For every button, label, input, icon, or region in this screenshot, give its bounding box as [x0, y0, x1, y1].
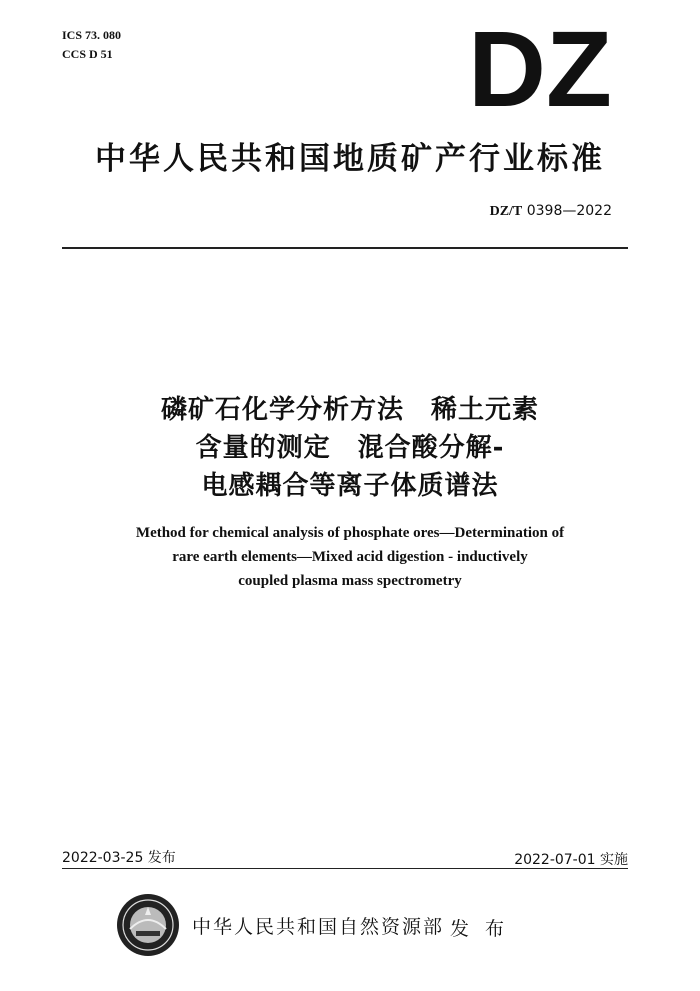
- ministry-emblem-icon: [116, 893, 180, 957]
- ccs-code: CCS D 51: [62, 47, 113, 61]
- implementation-date: 2022-07-01 实施: [514, 852, 628, 868]
- title-en-line-1: Method for chemical analysis of phosphate ores—Determination of: [135, 525, 565, 541]
- issue-date: 2022-03-25 发布: [62, 850, 176, 866]
- footer-divider: [62, 868, 628, 869]
- issuing-authority: 中华人民共和国自然资源部: [192, 916, 445, 938]
- standard-number: [490, 203, 612, 220]
- svg-text:DZ: DZ: [468, 30, 612, 108]
- title-cn-line-2: 含量的测定 混合酸分解-: [195, 433, 505, 463]
- publish-label: 发 布: [450, 918, 510, 940]
- dz-logo: [452, 30, 628, 108]
- header-divider: [62, 247, 628, 249]
- standard-number-prefix: DZ/T: [489, 204, 523, 219]
- title-cn-line-1: 磷矿石化学分析方法 稀土元素: [160, 395, 539, 425]
- standard-category-title: 中华人民共和国地质矿产行业标准: [95, 141, 605, 177]
- title-en-line-2: rare earth elements—Mixed acid digestion - inductively: [172, 549, 528, 565]
- ics-code: ICS 73. 080: [62, 28, 122, 42]
- standard-number-rest: 0398—2022: [522, 203, 612, 219]
- title-en-line-3: coupled plasma mass spectrometry: [238, 573, 462, 589]
- title-cn-line-3: 电感耦合等离子体质谱法: [201, 471, 499, 501]
